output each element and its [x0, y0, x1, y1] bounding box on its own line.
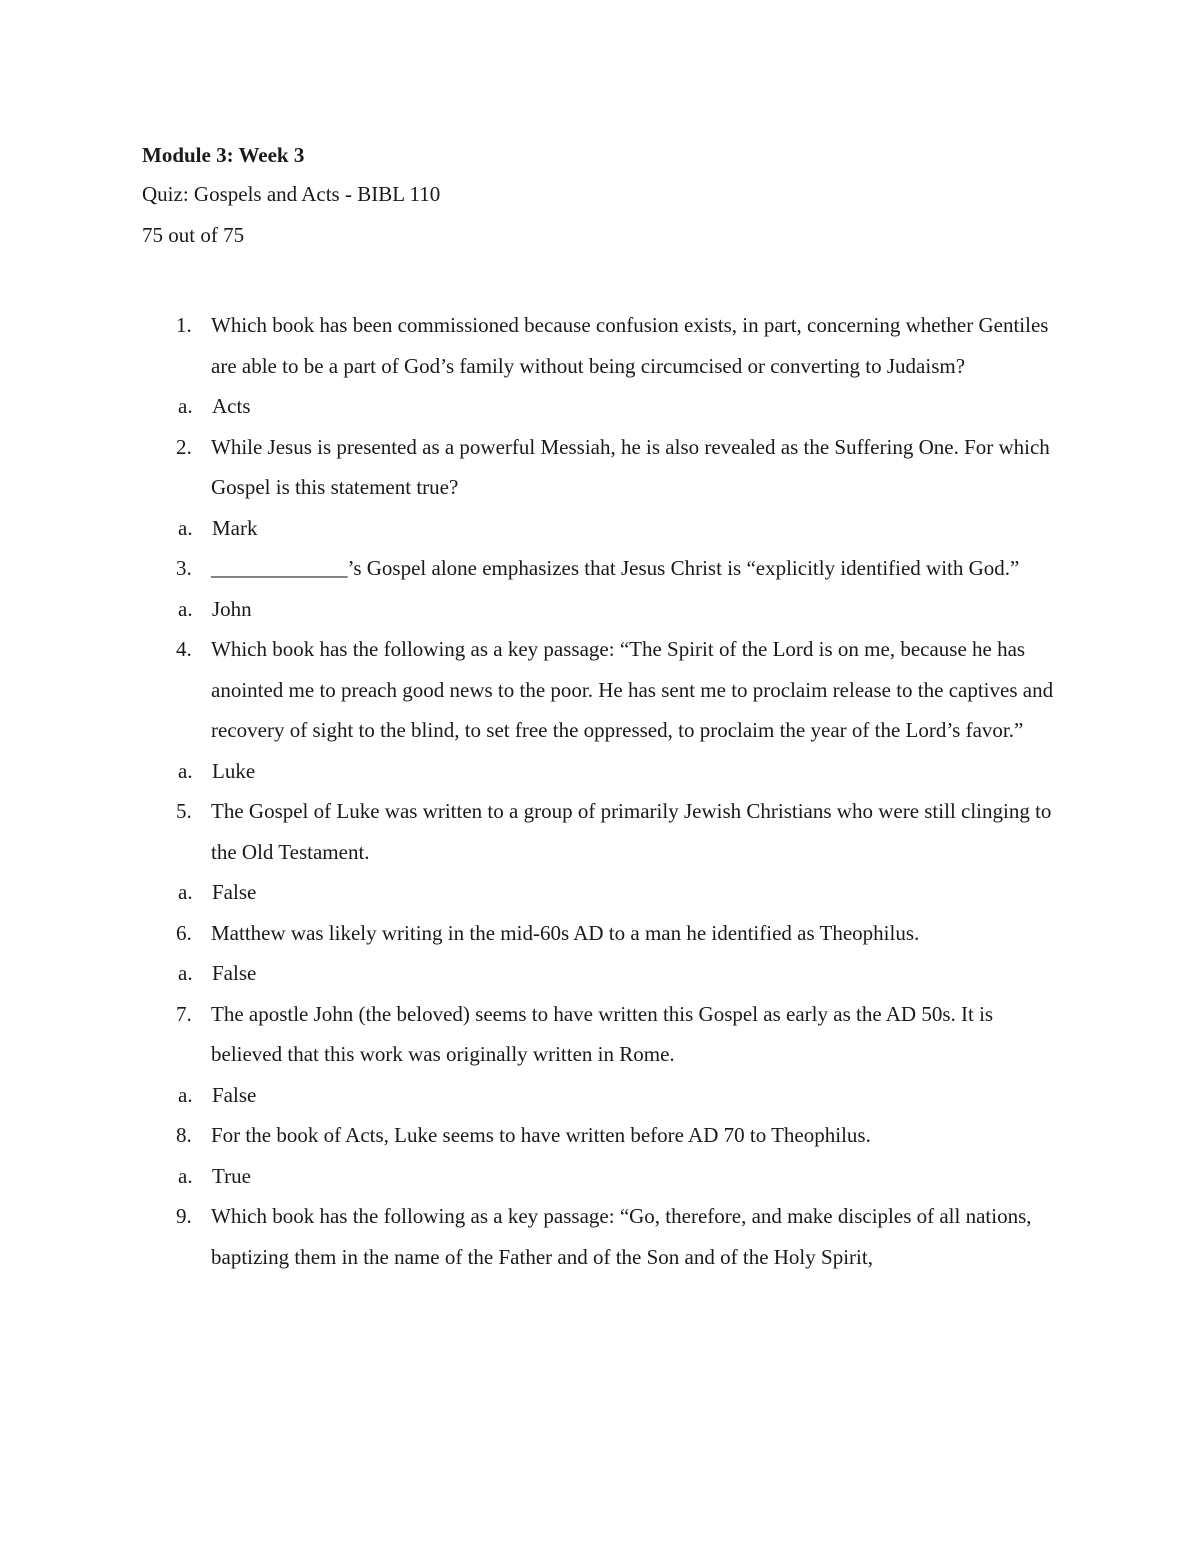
question-number: 5.	[176, 799, 192, 823]
question-item-7	[142, 994, 1062, 1116]
question-item-3	[142, 548, 1062, 629]
question-text: For the book of Acts, Luke seems to have written before AD 70 to Theophilus.	[211, 1123, 871, 1147]
question-text: Which book has the following as a key passage: “Go, therefore, and make disciples of all nations, baptizing them in the name of the Father and of the Son and of the Holy Spirit,	[211, 1204, 1032, 1269]
question-item-5	[142, 791, 1062, 913]
question-number: 8.	[176, 1123, 192, 1147]
quiz-subtitle: Quiz: Gospels and Acts - BIBL 110	[142, 182, 441, 206]
answer-letter: a.	[178, 880, 193, 904]
answer-text: Acts	[212, 394, 251, 418]
answer-letter: a.	[178, 758, 193, 783]
question-number: 9.	[176, 1204, 192, 1228]
quiz-score: 75 out of 75	[142, 223, 245, 247]
question-item-1	[142, 305, 1062, 427]
question-number: 1.	[176, 313, 192, 337]
module-title: Module 3: Week 3	[142, 143, 305, 167]
question-number: 7.	[176, 1001, 192, 1026]
answer-letter: a.	[178, 515, 193, 540]
question-number: 2.	[176, 434, 192, 459]
question-item-6	[142, 913, 1062, 994]
question-text: Which book has the following as a key passage: “The Spirit of the Lord is on me, because he has anointed me to preach good news to the poor. He has sent me to proclaim release to the captives and recovery of sight to the blind, to set free the oppressed, to proclaim the year of the Lord’s favor.”	[211, 637, 1054, 742]
answer-text: False	[212, 880, 257, 904]
document-header	[142, 142, 1042, 263]
answer-text: Mark	[212, 515, 258, 540]
question-text: While Jesus is presented as a powerful Messiah, he is also revealed as the Suffering One. For which Gospel is this statement true?	[211, 434, 1050, 499]
answer-letter: a.	[178, 394, 193, 418]
answer-letter: a.	[178, 1082, 193, 1107]
question-item-4	[142, 629, 1062, 791]
question-text: The apostle John (the beloved) seems to have written this Gospel as early as the AD 50s. It is believed that this work was originally written in Rome.	[211, 1001, 994, 1066]
answer-text: False	[212, 1082, 257, 1107]
question-text: _____________’s Gospel alone emphasizes that Jesus Christ is “explicitly identified with God.”	[211, 556, 1020, 580]
question-list	[142, 305, 1062, 1277]
question-text: Which book has been commissioned because confusion exists, in part, concerning whether Gentiles are able to be a part of God’s family without being circumcised or converting to Judaism?	[211, 313, 1049, 378]
question-number: 3.	[176, 556, 192, 580]
answer-text: John	[212, 596, 252, 621]
answer-text: Luke	[212, 758, 256, 783]
question-item-9	[142, 1196, 1062, 1277]
question-number: 4.	[176, 637, 192, 661]
answer-letter: a.	[178, 961, 193, 985]
answer-text: True	[212, 1163, 251, 1188]
answer-text: False	[212, 961, 257, 985]
answer-letter: a.	[178, 1163, 193, 1188]
question-text: The Gospel of Luke was written to a group of primarily Jewish Christians who were still clinging to the Old Testament.	[211, 799, 1052, 864]
question-item-2	[142, 427, 1062, 549]
question-number: 6.	[176, 920, 192, 945]
question-item-8	[142, 1115, 1062, 1196]
answer-letter: a.	[178, 596, 193, 621]
question-text: Matthew was likely writing in the mid-60s AD to a man he identified as Theophilus.	[211, 920, 920, 945]
